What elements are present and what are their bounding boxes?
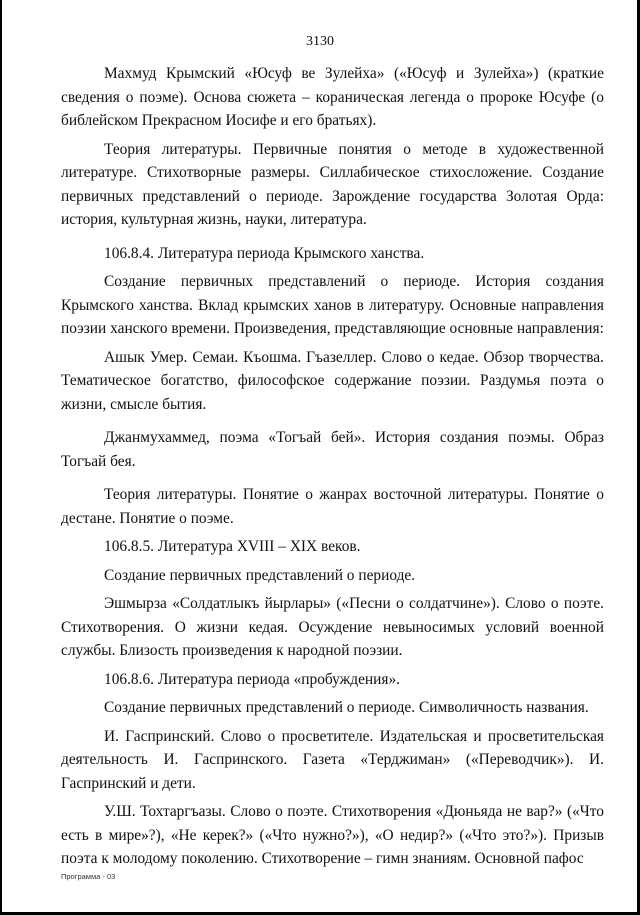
section-heading-106-8-5: 106.8.5. Литература XVIII – XIX веков.	[104, 538, 361, 555]
paragraph-makhmud-krymsky: Махмуд Крымский «Юсуф ве Зулейха» («Юсуф и Зулейха») (краткие сведения о поэме). Основа сюжета – кораническая легенда о пророке Юсуфе (о библейском Прекрасном Иосифе и его братьях).	[61, 65, 604, 129]
paragraph-eshmyrza: Эшмырза «Солдатлыкъ йырлары» («Песни о солдатчине»). Слово о поэте. Стихотворения. О жизни кедая. Осуждение невыносимых условий военной службы. Близость произведения к народной поэзии.	[61, 595, 604, 659]
paragraph-dzhanmukhammed: Джанмухаммед, поэма «Тогъай бей». История создания поэмы. Образ Тогъай бея.	[61, 429, 604, 470]
paragraph-crimean-khanate: Создание первичных представлений о периоде. История создания Крымского ханства. Вклад крымских ханов в литературу. Основные направления поэзии ханского времени. Произведения, представляющие основные направления:	[61, 273, 604, 337]
section-heading-106-8-6: 106.8.6. Литература периода «пробуждения».	[104, 670, 401, 688]
left-scan-edge	[0, 0, 2, 915]
paragraph-literary-theory-genres: Теория литературы. Понятие о жанрах восточной литературы. Понятие о дестане. Понятие о поэме.	[61, 486, 604, 527]
paragraph-ashyk-umer: Ашык Умер. Семаи. Къошма. Гъазеллер. Слово о кедае. Обзор творчества. Тематическое богатство, философское содержание поэзии. Раздумья поэта о жизни, смысле бытия.	[61, 348, 604, 413]
footer-program-label: Программа - 03	[61, 872, 116, 881]
section-heading-106-8-4: 106.8.4. Литература периода Крымского ханства.	[104, 244, 425, 262]
document-body	[61, 62, 604, 876]
paragraph-awakening-intro: Создание первичных представлений о периоде. Символичность названия.	[104, 699, 589, 716]
paragraph-literary-theory-method: Теория литературы. Первичные понятия о методе в художественной литературе. Стихотворные размеры. Силлабическое стихосложение. Создание первичных представлений о периоде. Зарождение государства Золотая Орда: история, культурная жизнь, науки, литература.	[61, 140, 604, 228]
paragraph-period-intro: Создание первичных представлений о периоде.	[104, 566, 416, 584]
paragraph-tokhtargazy: У.Ш. Тохтаргъазы. Слово о поэте. Стихотворения «Дюньяда не вар?» («Что есть в мире»?), «Не керек?» («Что нужно?»), «О недир?» («Что это?»). Призыв поэта к молодому поколению. Стихотворение – гимн знаниям. Основной пафос	[61, 803, 604, 867]
paragraph-gasprinsky: И. Гаспринский. Слово о просветителе. Издательская и просветительская деятельность И. Гаспринского. Газета «Терджиман» («Переводчик»). И. Гаспринский и дети.	[61, 727, 604, 792]
page-number: 3130	[306, 34, 334, 49]
